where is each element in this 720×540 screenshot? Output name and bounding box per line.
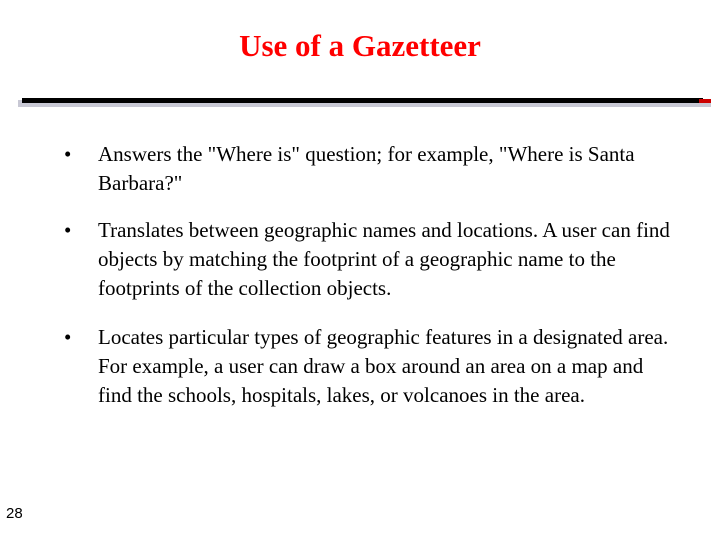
bullet-item — [60, 140, 680, 198]
slide-title: Use of a Gazetteer — [239, 28, 481, 63]
bullet-marker: • — [64, 218, 72, 242]
bullet-marker: • — [64, 142, 72, 166]
title-underline — [22, 98, 703, 103]
bullet-item — [60, 216, 680, 303]
title-underline-accent — [699, 99, 711, 103]
bullet-marker: • — [64, 325, 72, 349]
page-number: 28 — [6, 505, 23, 522]
bullet-item — [60, 323, 680, 410]
bullet-text: Translates between geographic names and locations. A user can find objects by matching the footprint of a geographic name to the footprints of the collection objects. — [98, 218, 670, 300]
bullet-list — [60, 140, 680, 428]
bullet-text: Answers the "Where is" question; for example, "Where is Santa Barbara?" — [98, 142, 635, 195]
bullet-text: Locates particular types of geographic features in a designated area. For example, a user can draw a box around an area on a map and find the schools, hospitals, lakes, or volcanoes in the area. — [98, 325, 669, 407]
